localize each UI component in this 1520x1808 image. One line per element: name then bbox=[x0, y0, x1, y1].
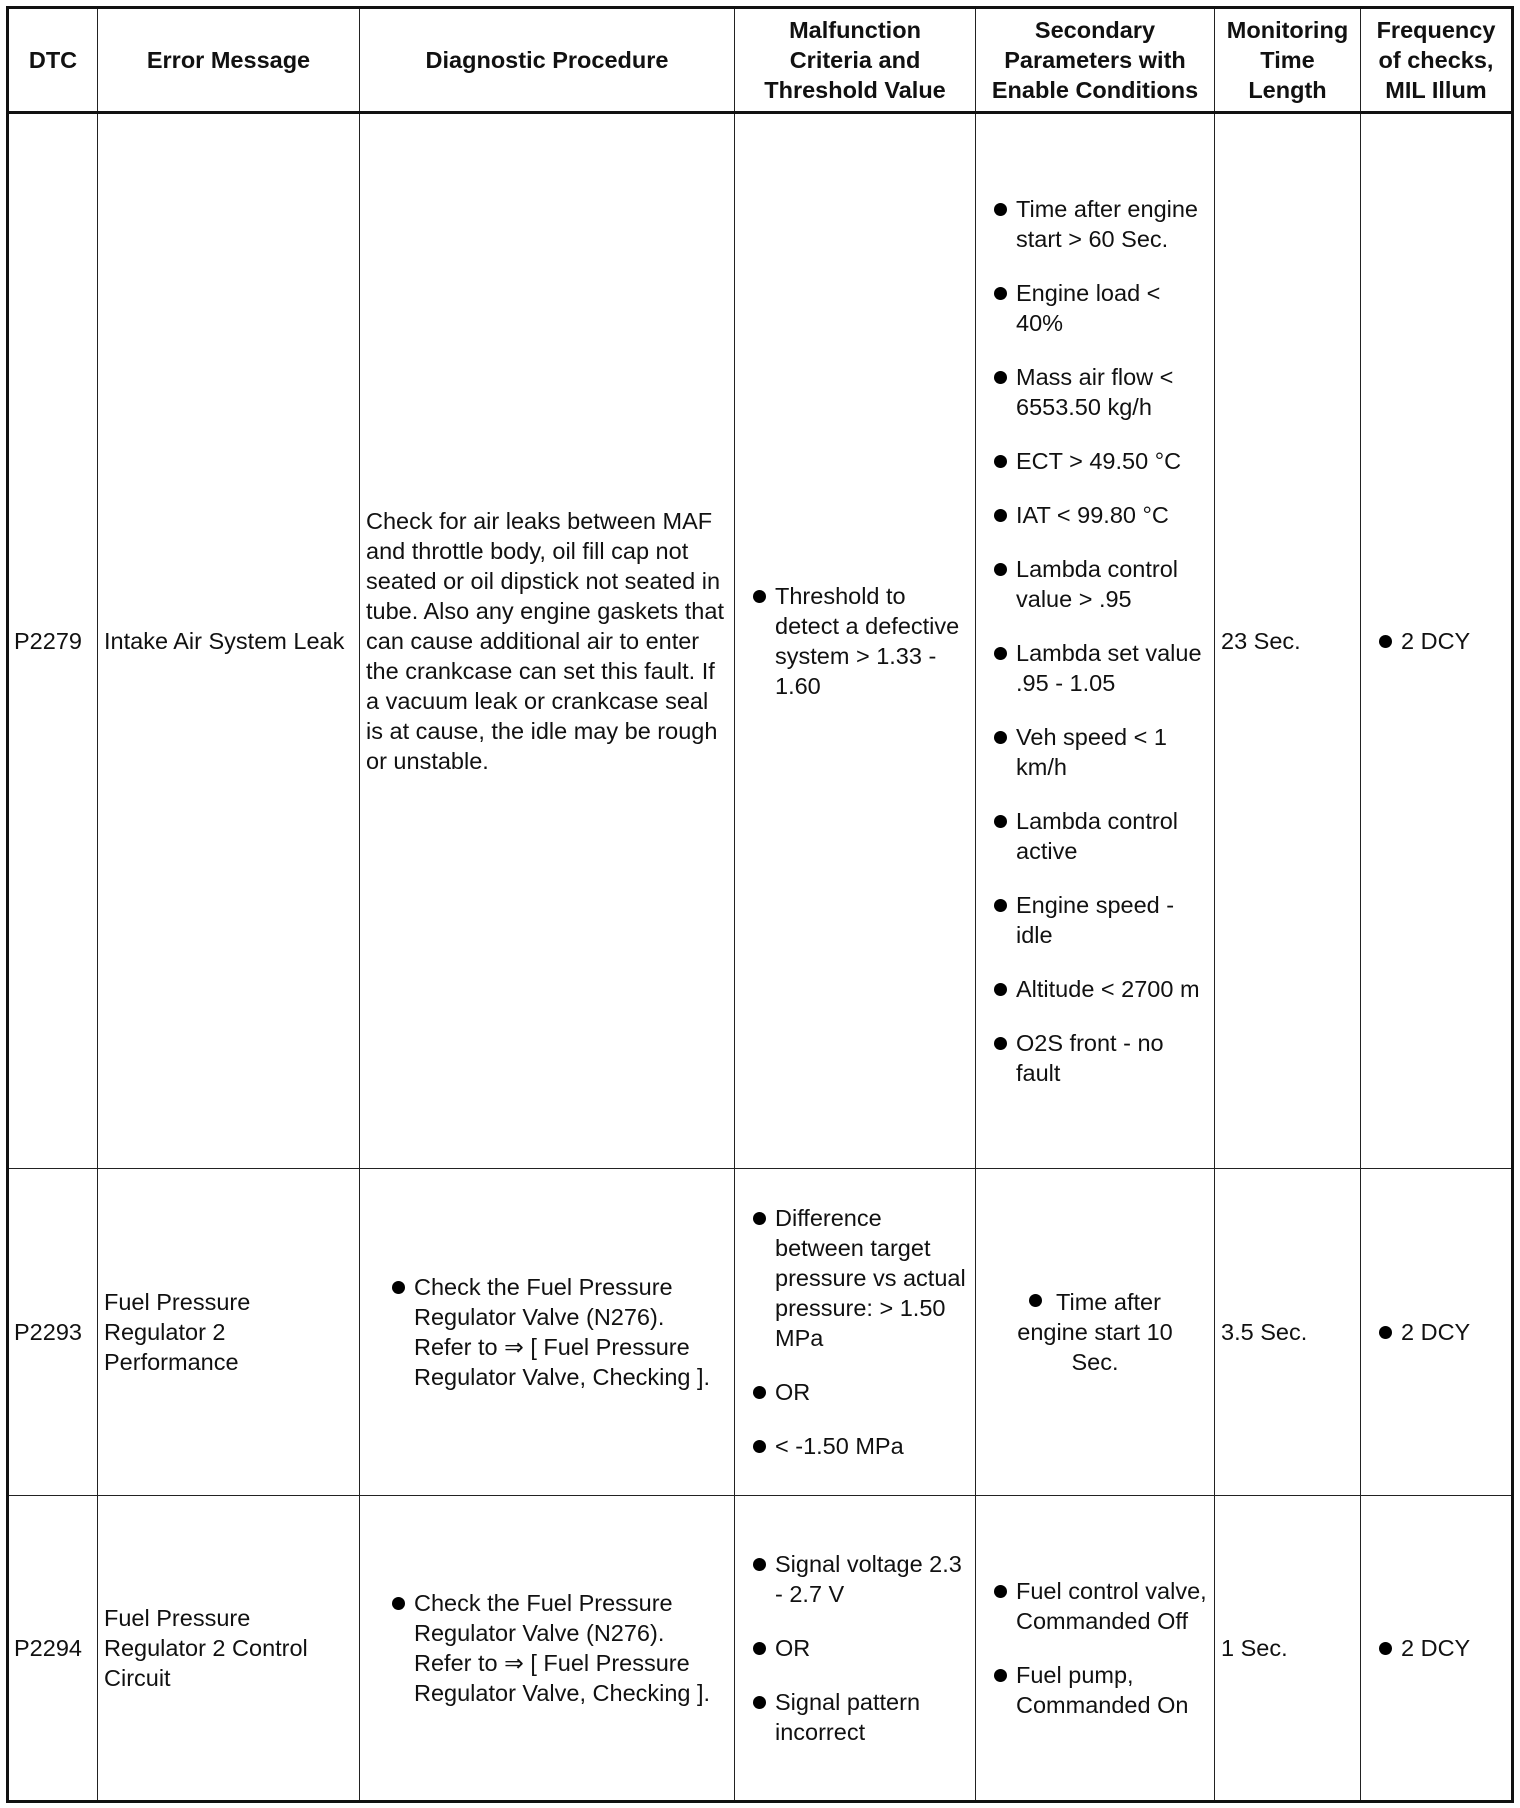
malfunction-criteria bbox=[735, 1169, 976, 1496]
error-message: Fuel Pressure Regulator 2 Performance bbox=[98, 1169, 360, 1496]
list-item: ECT > 49.50 °C bbox=[982, 446, 1208, 476]
table-row bbox=[8, 1496, 1513, 1802]
list-item: Time after engine start > 60 Sec. bbox=[982, 194, 1208, 254]
list-item: Lambda set value .95 - 1.05 bbox=[982, 638, 1208, 698]
secondary-parameters bbox=[976, 113, 1215, 1169]
list-item: Engine load < 40% bbox=[982, 278, 1208, 338]
header-monitoring-time: Monitoring Time Length bbox=[1215, 8, 1361, 113]
diagnostic-procedure: Check for air leaks between MAF and throttle body, oil fill cap not seated or oil dipstick not seated in tube. Also any engine gaskets that can cause additional air to enter the crankcase can set this fault. If a vacuum leak or crankcase seal is at cause, the idle may be rough or unstable. bbox=[360, 113, 735, 1169]
list-item: Signal pattern incorrect bbox=[741, 1687, 969, 1747]
dtc-code: P2293 bbox=[8, 1169, 98, 1496]
monitoring-time: 1 Sec. bbox=[1215, 1496, 1361, 1802]
frequency bbox=[1361, 1496, 1513, 1802]
frequency bbox=[1361, 1169, 1513, 1496]
list-item: O2S front - no fault bbox=[982, 1028, 1208, 1088]
header-dtc: DTC bbox=[8, 8, 98, 113]
malfunction-criteria bbox=[735, 113, 976, 1169]
list-item: 2 DCY bbox=[1367, 1317, 1505, 1347]
table-row bbox=[8, 113, 1513, 1169]
list-item: Lambda control value > .95 bbox=[982, 554, 1208, 614]
list-item: Mass air flow < 6553.50 kg/h bbox=[982, 362, 1208, 422]
header-frequency: Frequency of checks, MIL Illum bbox=[1361, 8, 1513, 113]
frequency bbox=[1361, 113, 1513, 1169]
header-malfunction-criteria: Malfunction Criteria and Threshold Value bbox=[735, 8, 976, 113]
secondary-parameters bbox=[976, 1169, 1215, 1496]
list-item: OR bbox=[741, 1377, 969, 1407]
list-item: OR bbox=[741, 1633, 969, 1663]
list-item: Lambda control active bbox=[982, 806, 1208, 866]
list-item: IAT < 99.80 °C bbox=[982, 500, 1208, 530]
monitoring-time: 3.5 Sec. bbox=[1215, 1169, 1361, 1496]
dtc-code: P2294 bbox=[8, 1496, 98, 1802]
list-item: Engine speed - idle bbox=[982, 890, 1208, 950]
list-item: Time after engine start 10 Sec. bbox=[1017, 1289, 1173, 1375]
list-item: 2 DCY bbox=[1367, 1633, 1505, 1663]
diagnostic-procedure bbox=[360, 1496, 735, 1802]
header-error-message: Error Message bbox=[98, 8, 360, 113]
diagnostic-procedure bbox=[360, 1169, 735, 1496]
dtc-table bbox=[6, 6, 1514, 1803]
error-message: Intake Air System Leak bbox=[98, 113, 360, 1169]
bullet-icon bbox=[1029, 1294, 1042, 1307]
page bbox=[6, 6, 1511, 1803]
dtc-code: P2279 bbox=[8, 113, 98, 1169]
list-item: Veh speed < 1 km/h bbox=[982, 722, 1208, 782]
list-item: Difference between target pressure vs actual pressure: > 1.50 MPa bbox=[741, 1203, 969, 1353]
list-item: Check the Fuel Pressure Regulator Valve (N276). Refer to ⇒ [ Fuel Pressure Regulator Valve, Checking ]. bbox=[380, 1588, 722, 1708]
header-secondary-parameters: Secondary Parameters with Enable Conditions bbox=[976, 8, 1215, 113]
monitoring-time: 23 Sec. bbox=[1215, 113, 1361, 1169]
list-item: Check the Fuel Pressure Regulator Valve (N276). Refer to ⇒ [ Fuel Pressure Regulator Valve, Checking ]. bbox=[380, 1272, 722, 1392]
list-item: Threshold to detect a defective system > 1.33 - 1.60 bbox=[741, 581, 969, 701]
list-item: Fuel control valve, Commanded Off bbox=[982, 1576, 1208, 1636]
list-item: 2 DCY bbox=[1367, 626, 1505, 656]
list-item: < -1.50 MPa bbox=[741, 1431, 969, 1461]
list-item: Altitude < 2700 m bbox=[982, 974, 1208, 1004]
secondary-parameters bbox=[976, 1496, 1215, 1802]
list-item: Fuel pump, Commanded On bbox=[982, 1660, 1208, 1720]
malfunction-criteria bbox=[735, 1496, 976, 1802]
table-row bbox=[8, 1169, 1513, 1496]
header-row bbox=[8, 8, 1513, 113]
list-item: Signal voltage 2.3 - 2.7 V bbox=[741, 1549, 969, 1609]
header-diagnostic-procedure: Diagnostic Procedure bbox=[360, 8, 735, 113]
error-message: Fuel Pressure Regulator 2 Control Circuit bbox=[98, 1496, 360, 1802]
